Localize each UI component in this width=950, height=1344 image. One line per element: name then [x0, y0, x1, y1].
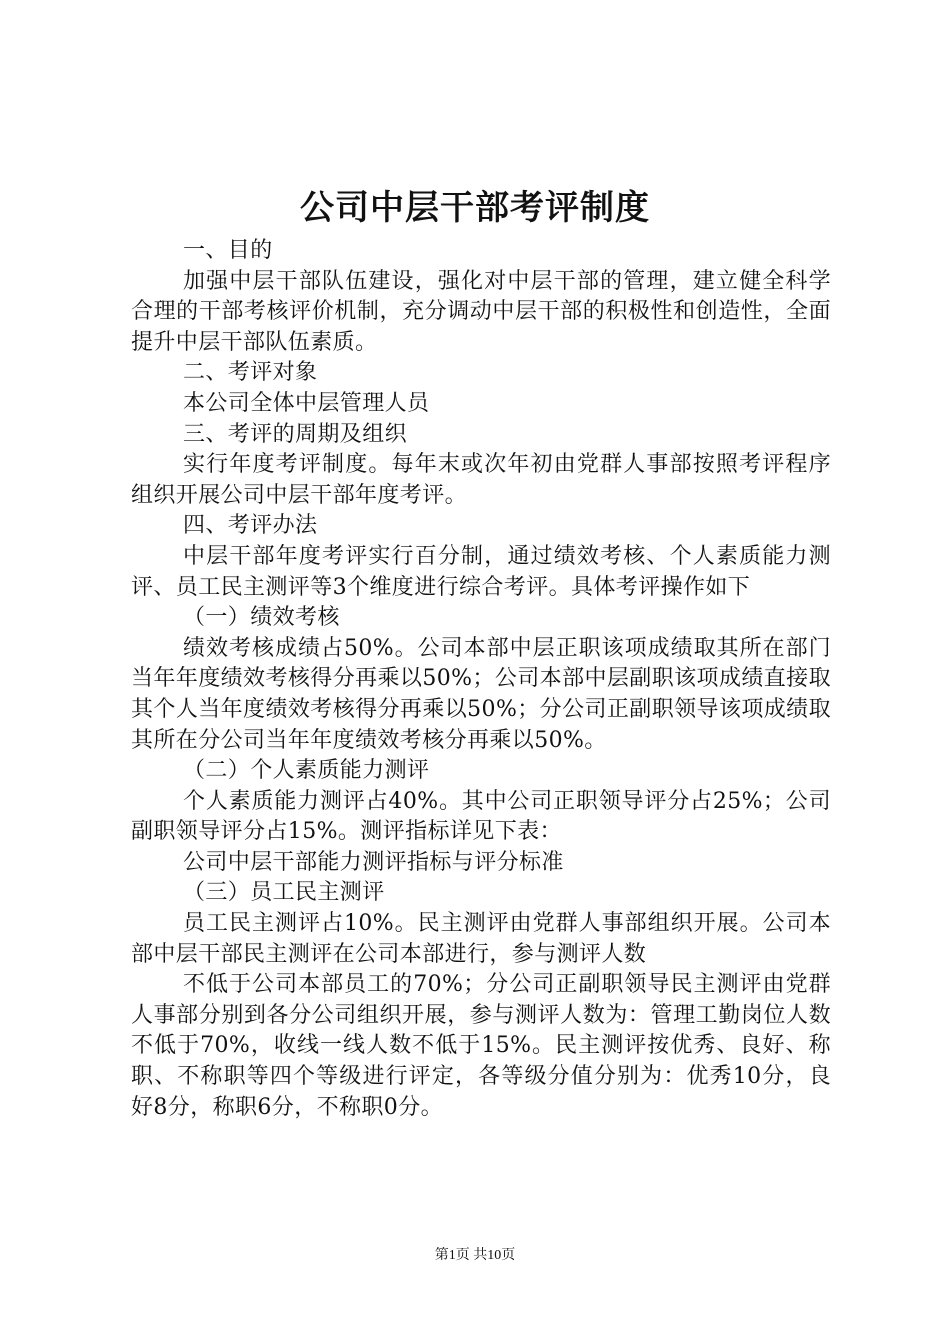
paragraph-purpose: 加强中层干部队伍建设，强化对中层干部的管理，建立健全科学合理的干部考核评价机制，充分调动中层干部的积极性和创造性，全面提升中层干部队伍素质。: [131, 268, 831, 355]
paragraph-ability: 个人素质能力测评占40%。其中公司正职领导评分占25%；公司副职领导评分占15%。测评指标详见下表：: [131, 788, 831, 845]
paragraph-targets: 本公司全体中层管理人员: [183, 390, 430, 416]
paragraph-methods: 中层干部年度考评实行百分制，通过绩效考核、个人素质能力测评、员工民主测评等3个维度进行综合考评。具体考评操作如下: [131, 543, 831, 600]
document-body: [131, 236, 831, 1123]
document-title: 公司中层干部考评制度: [300, 188, 650, 228]
paragraph-cycle: 实行年度考评制度。每年末或次年初由党群人事部按照考评程序组织开展公司中层干部年度考评。: [131, 452, 831, 508]
heading-purpose: 一、目的: [183, 238, 273, 263]
paragraph-performance: 绩效考核成绩占50%。公司本部中层正职该项成绩取其所在部门当年年度绩效考核得分再乘以50%；公司本部中层副职该项成绩直接取其个人当年度绩效考核得分再乘以50%；分公司正副职领导该项成绩取其所在分公司当年年度绩效考核分再乘以50%。: [131, 635, 831, 753]
subheading-democratic: （三）员工民主测评: [183, 880, 385, 906]
subheading-performance: （一）绩效考核: [183, 605, 340, 631]
page-number: 第1页 共10页: [434, 1248, 516, 1263]
paragraph-democratic-2: 不低于公司本部员工的70%；分公司正副职领导民主测评由党群人事部分别到各分公司组织开展，参与测评人数为：管理工勤岗位人数不低于70%，收线一线人数不低于15%。民主测评按优秀、良好、称职、不称职等四个等级进行评定，各等级分值分别为：优秀10分，良好8分，称职6分，不称职0分。: [131, 972, 831, 1120]
heading-targets: 二、考评对象: [183, 360, 318, 386]
heading-methods: 四、考评办法: [183, 513, 318, 539]
table-caption: 公司中层干部能力测评指标与评分标准: [183, 849, 564, 875]
subheading-ability: （二）个人素质能力测评: [183, 758, 430, 784]
heading-cycle: 三、考评的周期及组织: [183, 421, 408, 447]
paragraph-democratic-1: 员工民主测评占10%。民主测评由党群人事部组织开展。公司本部中层干部民主测评在公司本部进行，参与测评人数: [131, 911, 831, 967]
